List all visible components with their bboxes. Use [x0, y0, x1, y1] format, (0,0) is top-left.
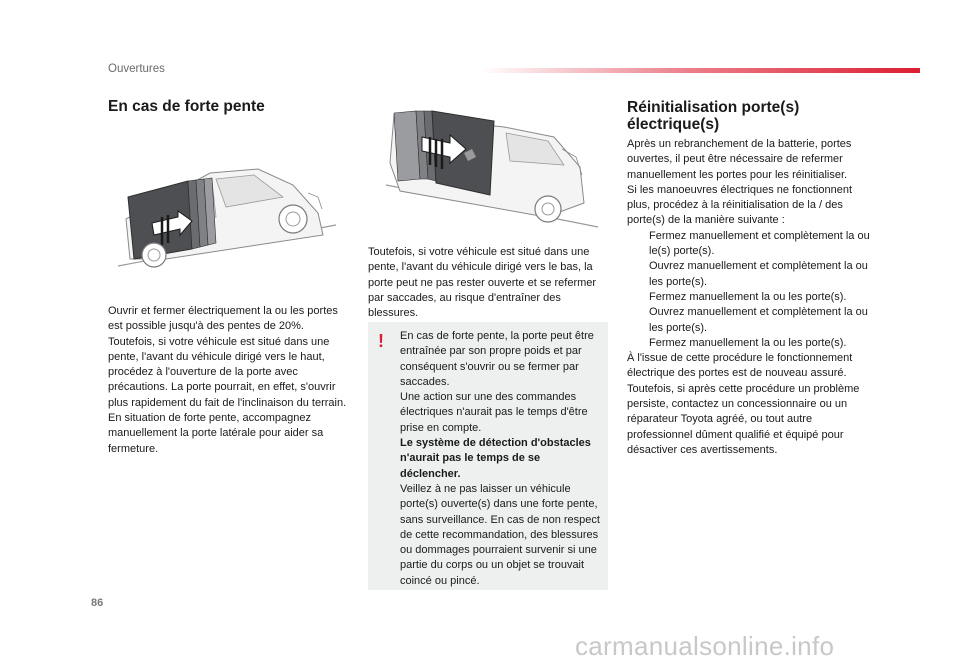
middle-paragraph: Toutefois, si votre véhicule est situé dans une pente, l'avant du véhicule dirigé vers le bas, la porte peut ne pas rester ouverte et se refermer par saccades, au risque d'entraîner des blessures. — [368, 246, 597, 320]
list-item: Ouvrez manuellement et complètement la ou les porte(s). — [649, 260, 868, 288]
warning-text-2: Une action sur une des commandes électriques n'aurait pas le temps d'être prise en compte. — [400, 391, 588, 434]
warning-text — [400, 329, 602, 589]
warning-box — [368, 322, 608, 590]
van-downhill-illustration — [386, 103, 606, 228]
right-intro: Après un rebranchement de la batterie, portes ouvertes, il peut être nécessaire de refermer manuellement les portes pour les réinitialiser. — [627, 138, 852, 181]
left-paragraph-3: En situation de forte pente, accompagnez manuellement la porte latérale pour aider sa fermeture. — [108, 412, 324, 455]
reset-steps-list — [627, 229, 872, 351]
right-intro-2: Si les manoeuvres électriques ne fonctionnent plus, procédez à la réinitialisation de la / des porte(s) de la manière suivante : — [627, 183, 853, 227]
right-title: Réinitialisation porte(s) électrique(s) — [627, 99, 800, 133]
list-item: Fermez manuellement la ou les porte(s). — [649, 336, 847, 349]
left-title: En cas de forte pente — [108, 98, 265, 115]
warning-text-3: Veillez à ne pas laisser un véhicule porte(s) ouverte(s) dans une forte pente, sans surveillance. En cas de non respect de cette recommandation, des blessures ou dommages pourraient survenir si une partie du corps ou un objet se trouvait coincé ou pincé. — [400, 482, 600, 587]
van-uphill-illustration — [118, 163, 338, 268]
page-number: 86 — [91, 597, 104, 609]
right-body — [627, 137, 872, 458]
header-rule — [480, 68, 920, 73]
right-outro: À l'issue de cette procédure le fonctionnement électrique des portes est de nouveau assuré. — [627, 352, 853, 380]
left-paragraph-2: Toutefois, si votre véhicule est situé dans une pente, l'avant du véhicule dirigé vers le haut, procédez à l'ouverture de la porte avec précautions. La porte pourrait, en effet, s'ouvrir plus rapidement du fait de l'inclinaison du terrain. — [108, 335, 347, 409]
list-item: Fermez manuellement la ou les porte(s). — [649, 290, 847, 303]
right-outro-2: Toutefois, si après cette procédure un problème persiste, contactez un concessionnaire ou un réparateur Toyota agréé, ou tout autre professionnel dûment qualifié et équipé pour désactiver ces avertissements. — [627, 382, 860, 456]
watermark: carmanualsonline.info — [575, 631, 835, 661]
warning-icon: ! — [378, 331, 384, 351]
warning-text-1: En cas de forte pente, la porte peut être entraînée par son propre poids et par conséquent s'ouvrir ou se fermer par saccades. — [400, 330, 594, 388]
list-item: Ouvrez manuellement et complètement la ou les porte(s). — [649, 306, 868, 334]
section-label: Ouvertures — [108, 63, 165, 75]
left-body — [108, 304, 353, 457]
left-paragraph-1: Ouvrir et fermer électriquement la ou les portes est possible jusqu'à des pentes de 20%. — [108, 305, 338, 333]
warning-bold: Le système de détection d'obstacles n'aurait pas le temps de se déclencher. — [400, 437, 591, 480]
list-item: Fermez manuellement et complètement la ou le(s) porte(s). — [649, 229, 870, 258]
